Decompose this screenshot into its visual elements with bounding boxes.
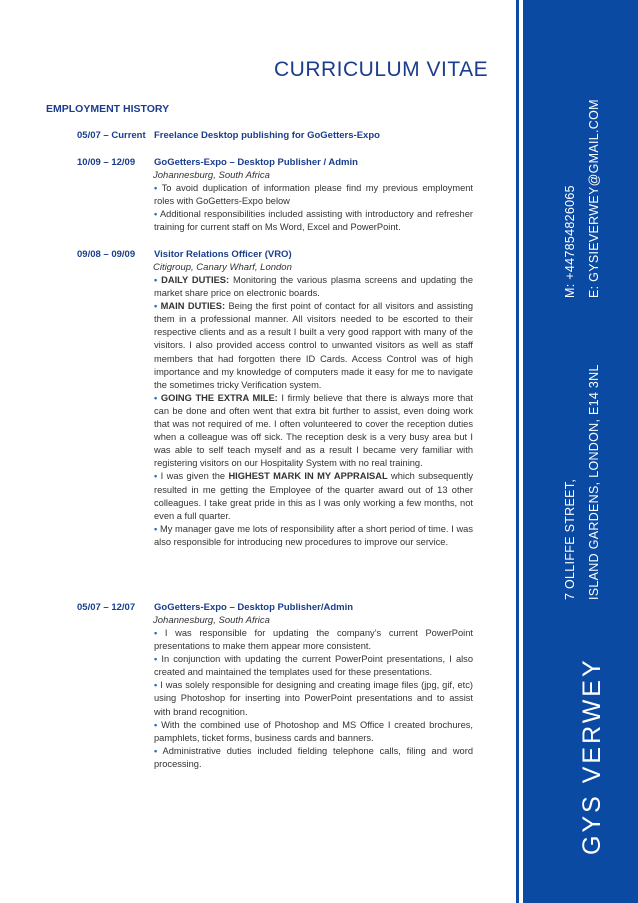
bullet-item: • I was responsible for updating the company’s current PowerPoint presentations to make them appear more consistent. bbox=[154, 628, 473, 652]
job-date: 10/09 – 12/09 bbox=[77, 157, 136, 168]
bullet-item: • Administrative duties included fielding telephone calls, filing and word processing. bbox=[154, 745, 473, 769]
bullet-item: • DAILY DUTIES: Monitoring the various plasma screens and updating the market share price on electronic boards. bbox=[154, 275, 473, 299]
address-line-2: ISLAND GARDENS, LONDON, E14 3NL bbox=[587, 364, 601, 600]
job-role: Freelance Desktop publishing for GoGetters-Expo bbox=[154, 130, 380, 141]
bullet-item: • In conjunction with updating the current PowerPoint presentations, I also created and maintained the templates used for these presentations. bbox=[154, 654, 473, 678]
bullet-item: • My manager gave me lots of responsibility after a short period of time. I was also responsible for introducing new procedures to improve our service. bbox=[154, 523, 473, 547]
sidebar-divider bbox=[516, 0, 519, 903]
candidate-name: GYS VERWEY bbox=[578, 657, 606, 855]
email-address: E: GYSIEVERWEY@GMAIL.COM bbox=[587, 99, 601, 298]
bullet-item: • With the combined use of Photoshop and MS Office I created brochures, pamphlets, ticket forms, business cards and banners. bbox=[154, 719, 473, 743]
job-date: 05/07 – Current bbox=[77, 130, 146, 141]
job-location: Citigroup, Canary Wharf, London bbox=[153, 262, 292, 273]
job-date: 05/07 – 12/07 bbox=[77, 602, 136, 613]
job-date: 09/08 – 09/09 bbox=[77, 249, 136, 260]
job-location: Johannesburg, South Africa bbox=[153, 615, 270, 626]
phone-number: M: +447854826065 bbox=[563, 185, 577, 298]
bullet-item: • GOING THE EXTRA MILE: I firmly believe that there is always more that can be done and often went that extra bit further to assist, even doing work that was not required of me. I often volunteered to cover the reception duties when a colleague was off sick. The reception desk is a very busy area but I was able to self teach myself and as a result I became very familiar with registering visitors on our Hospitality System with no real training. bbox=[154, 392, 474, 469]
bullet-item: • MAIN DUTIES: Being the first point of contact for all visitors and assisting them in a professional manner. All visitors needed to be escorted to their respective clients and as a result I built a very good rapport with many of the visitors. I also provided access control to unwanted visitors as well as staff members that had forgotten there ID Cards. Access Control was of high importance and my knowledge of computers made it easy for me to navigate the sometimes tricky Verification system. bbox=[154, 301, 474, 390]
job-bullets bbox=[154, 627, 473, 771]
address-line-1: 7 OLLIFFE STREET, bbox=[563, 478, 577, 600]
job-bullets bbox=[154, 274, 473, 549]
bullet-item: • To avoid duplication of information please find my previous employment roles with GoGetters-Expo below bbox=[154, 183, 473, 207]
job-location: Johannesburg, South Africa bbox=[153, 170, 270, 181]
section-heading: EMPLOYMENT HISTORY bbox=[46, 103, 170, 115]
job-role: GoGetters-Expo – Desktop Publisher / Admin bbox=[154, 157, 358, 168]
job-bullets bbox=[154, 182, 473, 234]
bullet-item: • Additional responsibilities included assisting with introductory and refresher training for current staff on Ms Word, Excel and PowerPoint. bbox=[154, 209, 473, 233]
bullet-item: • I was solely responsible for designing and creating image files (jpg, gif, etc) using Photoshop for inserting into PowerPoint presentations and to assist with brand recognition. bbox=[154, 680, 473, 717]
job-role: GoGetters-Expo – Desktop Publisher/Admin bbox=[154, 602, 354, 613]
document-title: CURRICULUM VITAE bbox=[274, 58, 489, 81]
job-role: Visitor Relations Officer (VRO) bbox=[154, 249, 292, 260]
bullet-item: • I was given the HIGHEST MARK IN MY APPRAISAL which subsequently resulted in me getting the Employee of the quarter award out of 13 other colleagues. I take great pride in this as I was only working a few months, not even a full quarter. bbox=[154, 471, 473, 521]
